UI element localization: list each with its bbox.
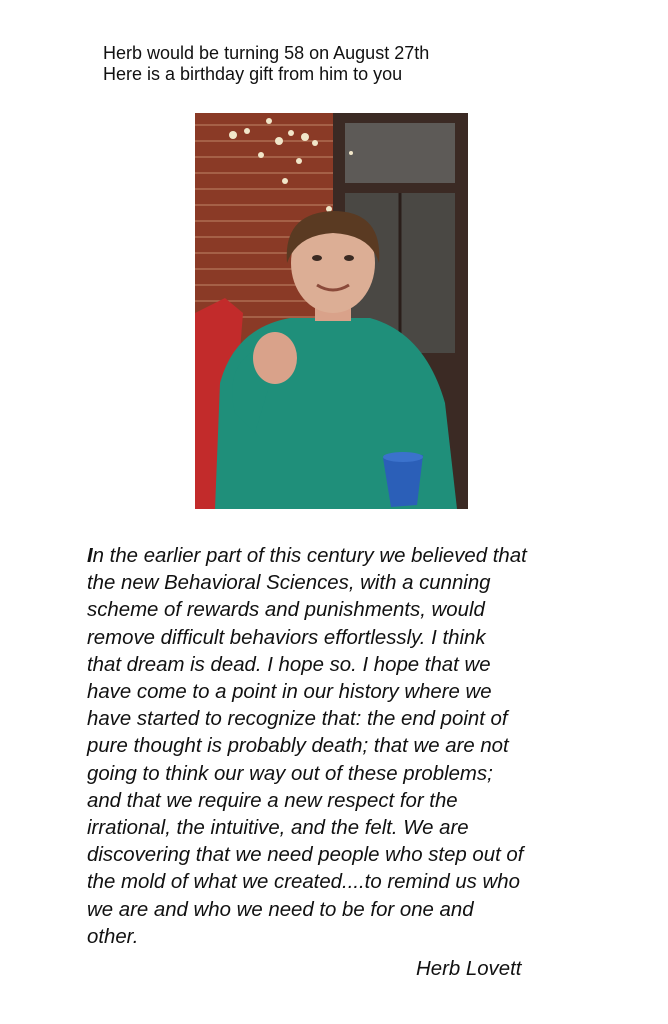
signature: Herb Lovett xyxy=(416,958,522,980)
quote-line: the mold of what we created....to remind us who xyxy=(87,871,520,894)
quote-line: remove difficult behaviors effortlessly. I think xyxy=(87,626,486,649)
dedication-header xyxy=(103,43,429,85)
quote-line: scheme of rewards and punishments, would xyxy=(87,599,485,622)
dedication-line-1: Herb would be turning 58 on August 27th xyxy=(103,43,430,63)
quote-line: pure thought is probably death; that we are not xyxy=(87,735,509,758)
quote-line: have come to a point in our history where we xyxy=(87,681,492,704)
quote-line: discovering that we need people who step out of xyxy=(87,844,524,867)
quote-line: have started to recognize that: the end point of xyxy=(87,708,508,731)
quote-line: irrational, the intuitive, and the felt. We are xyxy=(87,817,469,840)
quote-line: and that we require a new respect for the xyxy=(87,789,458,812)
quote-first-letter: I xyxy=(87,545,93,567)
quote-line: we are and who we need to be for one and xyxy=(87,898,474,921)
portrait-photo xyxy=(195,113,468,509)
quote-block xyxy=(87,543,627,951)
quote-line: other. xyxy=(87,925,139,948)
quote-line: the new Behavioral Sciences, with a cunning xyxy=(87,572,491,595)
dedication-line-2: Here is a birthday gift from him to you xyxy=(103,64,403,84)
quote-line: going to think our way out of these problems; xyxy=(87,762,493,785)
quote-line-1-rest: n the earlier part of this century we believed that xyxy=(92,545,527,567)
quote-line xyxy=(87,543,627,570)
quote-line: that dream is dead. I hope so. I hope that we xyxy=(87,653,491,676)
